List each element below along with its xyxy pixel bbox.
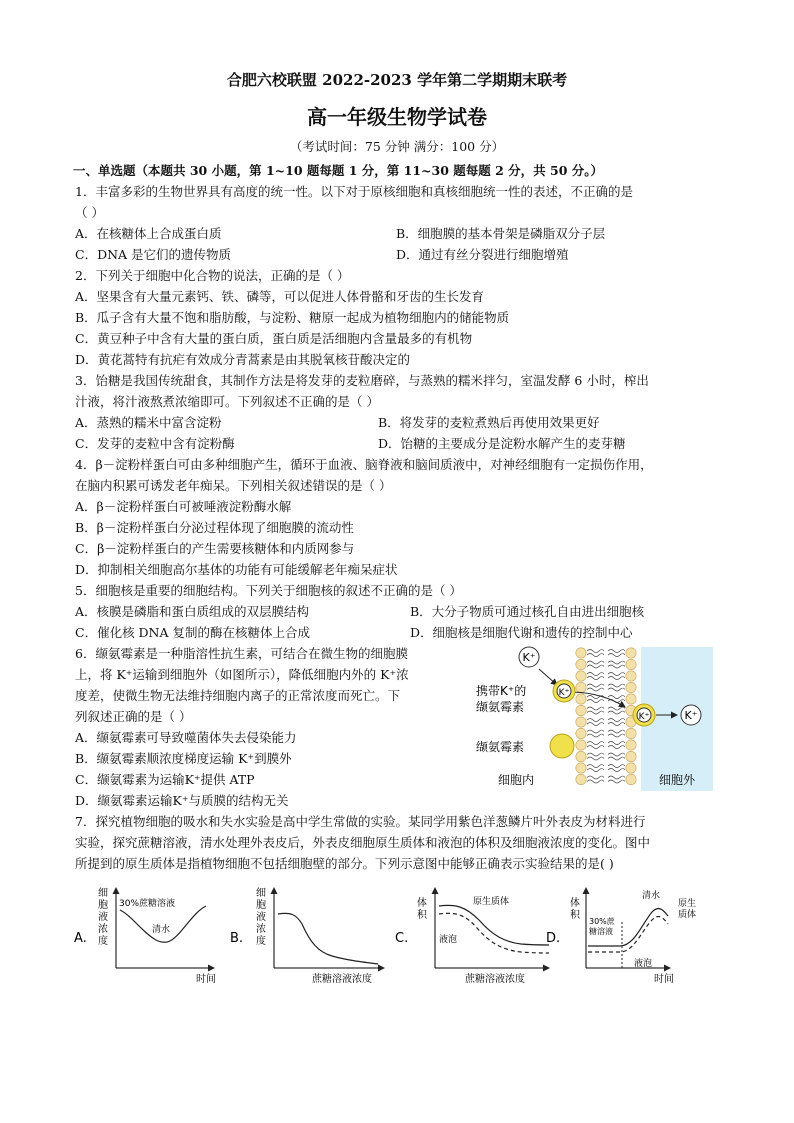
k-ion-label-inside: K⁺: [522, 651, 536, 664]
lipid-tail: [587, 719, 604, 726]
phospholipid-head: [626, 740, 636, 750]
section-heading: 一、单选题（本题共 30 小题，第 1~10 题每题 1 分，第 11~30 题每题 2 分，共 50 分。）: [73, 163, 603, 178]
q4-stem-cont: 在脑内积累可诱发老年痴呆。下列相关叙述错误的是（ ）: [75, 478, 392, 493]
valinomycin-membrane-diagram: [463, 645, 715, 793]
lipid-tail: [608, 684, 625, 691]
q1-option-a: A．在核糖体上合成蛋白质: [75, 226, 222, 241]
phospholipid-head: [626, 763, 636, 773]
phospholipid-head: [626, 659, 636, 669]
lipid-tail: [587, 753, 604, 760]
svg-text:胞: 胞: [256, 900, 266, 911]
q1-stem-bracket: （ ）: [75, 205, 104, 220]
lipid-tail: [608, 650, 625, 657]
graph-d-ann-protoplast-1: 原生: [678, 899, 697, 909]
graph-b-ylabel: [256, 887, 266, 947]
phospholipid-head: [576, 671, 586, 681]
phospholipid-head: [576, 728, 586, 738]
lipid-tail: [608, 719, 625, 726]
svg-text:浓: 浓: [98, 924, 108, 935]
q1-option-c: C．DNA 是它们的遗传物质: [75, 247, 232, 262]
q5-option-b: B．大分子物质可通过核孔自由进出细胞核: [410, 604, 645, 619]
lipid-tail: [587, 661, 604, 668]
lipid-tail: [587, 742, 604, 749]
graph-c-xlabel: 蔗糖溶液浓度: [465, 974, 525, 985]
q5-stem: 5．细胞核是重要的细胞结构。下列关于细胞核的叙述不正确的是（ ）: [75, 583, 462, 598]
q2-option-a: A．坚果含有大量元素钙、铁、磷等，可以促进人体骨骼和牙齿的生长发育: [75, 289, 485, 304]
q6-stem-line3: 度差，使微生物无法维持细胞内离子的正常浓度而死亡。下: [75, 688, 401, 703]
phospholipid-head: [626, 694, 636, 704]
lipid-tail: [587, 684, 604, 691]
q7-graph-c: [393, 884, 553, 988]
svg-text:体: 体: [570, 898, 580, 909]
q7-stem-line1: 7．探究植物细胞的吸水和失水实验是高中学生常做的实验。某同学用紫色洋葱鳞片叶外表皮为材料进行: [75, 814, 646, 829]
lipid-tail: [608, 765, 625, 772]
graph-d-option-label: D.: [546, 931, 561, 946]
q6-option-d: D．缬氨霉素运输K⁺与质膜的结构无关: [75, 793, 289, 808]
svg-text:积: 积: [417, 910, 427, 921]
q1-option-b: B．细胞膜的基本骨架是磷脂双分子层: [396, 226, 606, 241]
phospholipid-head: [626, 751, 636, 761]
graph-b-curve: [278, 913, 378, 964]
svg-text:度: 度: [256, 936, 266, 947]
arrow-k-uptake: [539, 669, 557, 685]
svg-text:细: 细: [256, 888, 266, 899]
phospholipid-head: [576, 740, 586, 750]
graph-a-ylabel: [98, 887, 108, 947]
phospholipid-head: [576, 717, 586, 727]
k-ion-label-outer: K⁺: [638, 712, 650, 722]
lipid-tail: [608, 707, 625, 714]
exam-title: 合肥六校联盟 2022-2023 学年第二学期期末联考: [226, 71, 568, 89]
phospholipid-head: [626, 774, 636, 784]
svg-text:积: 积: [570, 910, 580, 921]
lipid-tail: [608, 753, 625, 760]
q7-graph-d: [544, 884, 724, 988]
graph-a-ann-water: 清水: [152, 925, 171, 935]
graph-c-ylabel: [417, 896, 428, 921]
q3-option-a: A．蒸熟的糯米中富含淀粉: [75, 415, 222, 430]
q7-stem-line2: 实验，探究蔗糖溶液，清水处理外表皮后，外表皮细胞原生质体和液泡的体积及细胞液浓度的变化。图中: [75, 835, 651, 850]
lipid-tail: [608, 673, 625, 680]
phospholipid-head: [626, 682, 636, 692]
lipid-tail: [608, 661, 625, 668]
q4-option-d: D．抑制相关细胞高尔基体的功能有可能缓解老年痴呆症状: [75, 562, 398, 577]
lipid-tail: [587, 776, 604, 783]
phospholipid-head: [576, 659, 586, 669]
k-ion-label-outside: K⁺: [684, 709, 698, 722]
phospholipid-head: [576, 694, 586, 704]
svg-text:度: 度: [98, 936, 108, 947]
q6-option-a: A．缬氨霉素可导致噬菌体失去侵染能力: [75, 730, 297, 745]
phospholipid-head: [576, 648, 586, 658]
lipid-tail: [608, 696, 625, 703]
graph-d-xlabel: 时间: [654, 974, 674, 985]
q6-stem-line2: 上，将 K⁺运输到细胞外（如图所示），降低细胞内外的 K⁺浓: [75, 667, 409, 682]
lipid-tail: [587, 765, 604, 772]
paper-subtitle: 高一年级生物学试卷: [307, 105, 487, 129]
graph-d-ann-sucrose-2: 糖溶液: [589, 927, 613, 936]
graph-c-ann-vacuole: 液泡: [439, 935, 458, 945]
graph-b-option-label: B.: [230, 931, 244, 946]
phospholipid-head: [576, 751, 586, 761]
graph-a-ann-sucrose: 30%蔗糖溶液: [119, 899, 176, 909]
phospholipid-head: [576, 705, 586, 715]
q5-option-d: D．细胞核是细胞代谢和遗传的控制中心: [410, 625, 633, 640]
lipid-tail: [587, 650, 604, 657]
q3-option-b: B．将发芽的麦粒煮熟后再使用效果更好: [378, 415, 600, 430]
phospholipid-head: [626, 671, 636, 681]
svg-text:液: 液: [98, 912, 108, 923]
q4-option-c: C．β－淀粉样蛋白的产生需要核糖体和内质网参与: [75, 541, 355, 556]
graph-c-vacuole-curve: [439, 913, 549, 953]
graph-b-xlabel: 蔗糖溶液浓度: [312, 974, 372, 985]
membrane-lipid-tails: [587, 650, 625, 784]
lipid-tail: [608, 730, 625, 737]
q3-stem-cont: 汁液，将汁液熬煮浓缩即可。下列叙述不正确的是（ ）: [75, 394, 379, 409]
graph-d-ann-protoplast-2: 质体: [678, 910, 697, 920]
membrane-phospholipid-heads: [576, 648, 636, 785]
graph-d-ann-sucrose-1: 30%蔗: [589, 917, 615, 926]
lipid-tail: [608, 776, 625, 783]
q3-stem: 3．饴糖是我国传统甜食，其制作方法是将发芽的麦粒磨碎，与蒸熟的糯米拌匀，室温发酵 6 小时，榨出: [75, 373, 649, 388]
label-carrier-line1: 携带K⁺的: [476, 684, 527, 698]
phospholipid-head: [626, 728, 636, 738]
svg-text:体: 体: [417, 898, 427, 909]
graph-d-ylabel: [570, 896, 581, 921]
q3-option-d: D．饴糖的主要成分是淀粉水解产生的麦芽糖: [378, 436, 626, 451]
svg-text:液: 液: [256, 912, 266, 923]
q4-stem: 4．β－淀粉样蛋白可由多种细胞产生，循环于血液、脑脊液和脑间质液中，对神经细胞有一定损伤作用，: [75, 457, 653, 472]
phospholipid-head: [576, 682, 586, 692]
q2-option-c: C．黄豆种子中含有大量的蛋白质，蛋白质是活细胞内含量最多的有机物: [75, 331, 473, 346]
lipid-tail: [587, 730, 604, 737]
k-ion-label-bound: K⁺: [558, 688, 570, 698]
label-inside-cell: 细胞内: [498, 773, 535, 787]
phospholipid-head: [576, 763, 586, 773]
q4-option-a: A．β－淀粉样蛋白可被唾液淀粉酶水解: [75, 499, 292, 514]
q6-option-b: B．缬氨霉素顺浓度梯度运输 K⁺到膜外: [75, 751, 292, 766]
svg-text:胞: 胞: [98, 900, 108, 911]
label-valinomycin: 缬氨霉素: [476, 740, 525, 754]
valinomycin-molecule: [550, 734, 574, 758]
graph-a-xlabel: 时间: [196, 974, 216, 985]
q2-stem: 2．下列关于细胞中化合物的说法，正确的是（ ）: [75, 268, 350, 283]
q5-option-c: C．催化核 DNA 复制的酶在核糖体上合成: [75, 625, 310, 640]
label-outside-cell: 细胞外: [659, 773, 696, 787]
phospholipid-head: [576, 774, 586, 784]
q5-option-a: A．核膜是磷脂和蛋白质组成的双层膜结构: [75, 604, 310, 619]
svg-text:细: 细: [98, 888, 108, 899]
q7-graph-b: [228, 884, 388, 988]
lipid-tail: [587, 707, 604, 714]
q7-stem-line3: 所提到的原生质体是指植物细胞不包括细胞壁的部分。下列示意图中能够正确表示实验结果的是( ): [75, 856, 614, 871]
lipid-tail: [608, 742, 625, 749]
graph-c-option-label: C.: [395, 931, 409, 946]
q6-stem-line1: 6．缬氨霉素是一种脂溶性抗生素，可结合在微生物的细胞膜: [75, 646, 408, 661]
graph-a-option-label: A.: [74, 931, 87, 946]
label-carrier-line2: 缬氨霉素: [476, 700, 525, 714]
exam-info: （考试时间：75 分钟 满分：100 分）: [289, 139, 505, 154]
svg-text:浓: 浓: [256, 924, 266, 935]
graph-d-ann-water: 清水: [642, 891, 661, 901]
q4-option-b: B．β－淀粉样蛋白分泌过程体现了细胞膜的流动性: [75, 520, 354, 535]
q2-option-d: D．黄花蒿特有抗疟有效成分青蒿素是由其脱氧核苷酸决定的: [75, 352, 411, 367]
q3-option-c: C．发芽的麦粒中含有淀粉酶: [75, 436, 235, 451]
graph-c-ann-protoplast: 原生质体: [473, 897, 510, 907]
q2-option-b: B．瓜子含有大量不饱和脂肪酸，与淀粉、糖原一起成为植物细胞内的储能物质: [75, 310, 510, 325]
lipid-tail: [587, 673, 604, 680]
q7-graph-a: [72, 884, 222, 988]
q1-option-d: D．通过有丝分裂进行细胞增殖: [396, 247, 569, 262]
q6-option-c: C．缬氨霉素为运输K⁺提供 ATP: [75, 772, 255, 787]
graph-d-ann-vacuole: 液泡: [634, 959, 653, 969]
phospholipid-head: [626, 648, 636, 658]
q6-stem-line4: 列叙述正确的是（ ）: [75, 709, 192, 724]
q1-stem: 1．丰富多彩的生物世界具有高度的统一性。以下对于原核细胞和真核细胞统一性的表述，不正确的是: [75, 184, 633, 199]
